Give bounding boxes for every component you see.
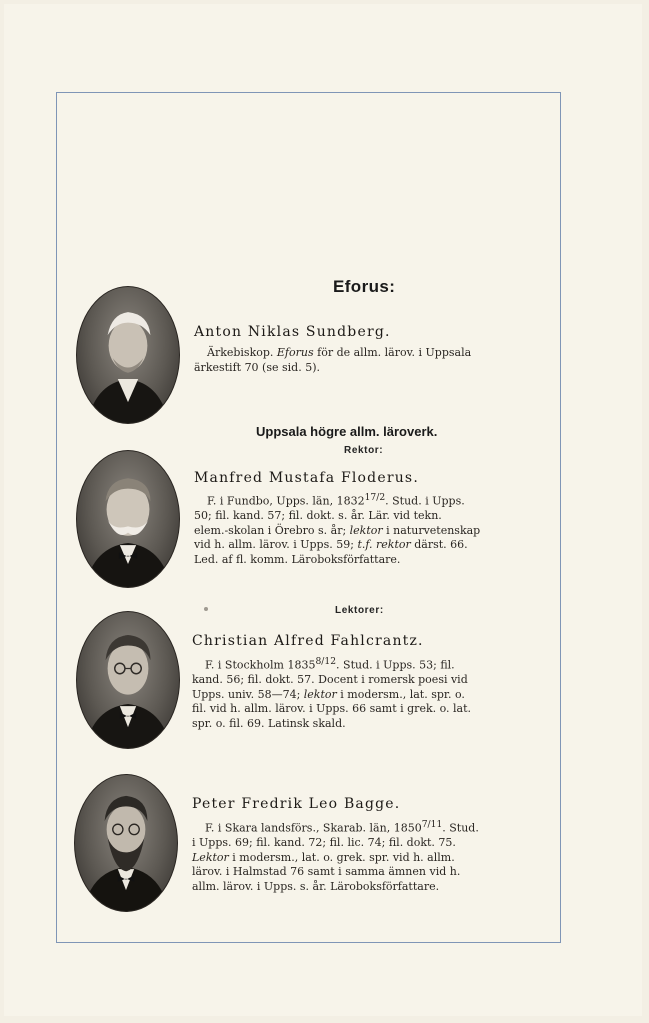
text-line: kand. 56; fil. dokt. 57. Docent i romersk poesi vid <box>192 673 468 687</box>
portrait-sundberg <box>76 286 180 424</box>
text-line: ärkestift 70 (se sid. 5). <box>194 360 320 374</box>
rektor-heading: Rektor: <box>344 445 384 456</box>
text-line: fil. vid h. allm. lärov. i Upps. 66 samt i grek. o. lat. <box>192 702 472 716</box>
portrait-floderus <box>76 450 180 588</box>
text-line: Led. af fl. komm. Läroboksförfattare. <box>194 552 401 566</box>
text-line: 50; fil. kand. 57; fil. dokt. s. år. Lär. vid tekn. <box>194 509 442 523</box>
entry-text-bagge <box>192 818 536 894</box>
print-speck <box>204 607 208 611</box>
text-line: allm. lärov. i Upps. s. år. Läroboksförfattare. <box>192 879 440 893</box>
text-line: F. i Stockholm $1835^{8/12}$. Stud. i Upps. 53; fil. <box>205 656 455 672</box>
text-line: elem.-skolan i Örebro s. år; lektor i naturvetenskap <box>194 523 481 537</box>
text-line: lärov. i Halmstad 76 samt i samma ämnen vid h. <box>192 865 461 879</box>
portrait-sundberg-image <box>77 287 179 423</box>
portrait-fahlcrantz <box>76 611 180 749</box>
entry-text-floderus <box>194 491 536 567</box>
school-heading: Uppsala högre allm. läroverk. <box>256 424 438 439</box>
entry-text-fahlcrantz <box>192 655 536 731</box>
text-line: F. i Fundbo, Upps. län, $1832^{17/2}$. Stud. i Upps. <box>207 492 465 508</box>
portrait-floderus-image <box>77 451 179 587</box>
entry-name-fahlcrantz: Christian Alfred Fahlcrantz. <box>192 633 424 649</box>
portrait-bagge-image <box>75 775 177 911</box>
portrait-fahlcrantz-image <box>77 612 179 748</box>
eforus-heading: Eforus: <box>333 277 396 296</box>
text-line: vid h. allm. lärov. i Upps. 59; t.f. rektor därst. 66. <box>194 538 468 552</box>
page <box>4 4 642 1016</box>
text-line: i Upps. 69; fil. kand. 72; fil. lic. 74; fil. dokt. 75. <box>192 836 456 850</box>
portrait-bagge <box>74 774 178 912</box>
text-line: Ärkebiskop. Eforus för de allm. lärov. i Uppsala <box>207 346 472 359</box>
text-line: Upps. univ. 58—74; lektor i modersm., lat. spr. o. <box>192 687 465 701</box>
text-line: spr. o. fil. 69. Latinsk skald. <box>192 716 346 730</box>
entry-name-sundberg: Anton Niklas Sundberg. <box>194 324 391 340</box>
text-line: Lektor i modersm., lat. o. grek. spr. vid h. allm. <box>192 850 455 864</box>
entry-name-floderus: Manfred Mustafa Floderus. <box>194 470 419 486</box>
entry-name-bagge: Peter Fredrik Leo Bagge. <box>192 796 401 812</box>
text-line: F. i Skara landsförs., Skarab. län, $1850^{7/11}$. Stud. <box>205 819 479 835</box>
entry-text-sundberg <box>194 346 536 375</box>
lektorer-heading: Lektorer: <box>335 605 384 616</box>
